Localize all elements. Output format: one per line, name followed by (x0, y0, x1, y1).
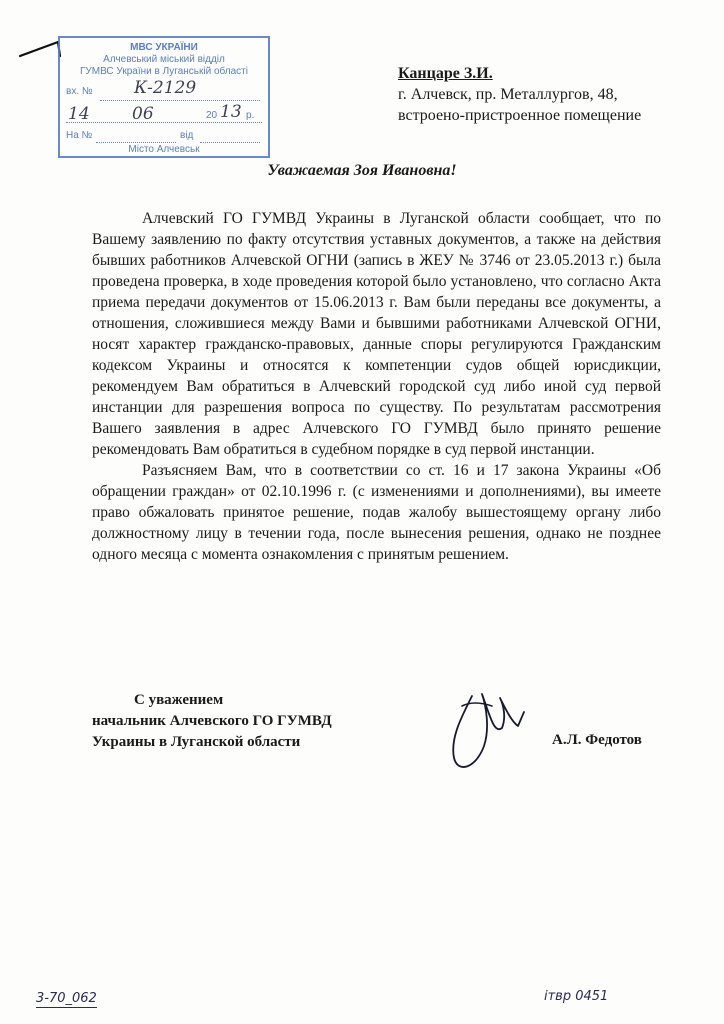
addressee-block (398, 63, 641, 126)
addressee-premises: встроено-пристроенное помещение (398, 107, 642, 124)
stamp-date-year: 13 (220, 102, 242, 122)
stamp-reg-number: К-2129 (134, 78, 197, 98)
stamp-city: Місто Алчевськ (128, 144, 200, 155)
stamp-ministry: МВС УКРАЇНИ (130, 42, 198, 53)
stamp-on-line (96, 142, 176, 143)
stamp-date-day: 14 (68, 104, 90, 124)
stamp-reg-label: вх. № (66, 86, 93, 97)
stamp-from-label: від (180, 130, 194, 141)
addressee-name: Канцаре З.И. (398, 65, 493, 82)
body-paragraph-1: Алчевский ГО ГУМВД Украины в Луганской области сообщает, что по Вашему заявлению по факту отсутствия уставных документов, а также на действия бывших работников Алчевской ОГНИ (запись в ЖЕУ № 3746 от 23.05.2013 г.) была проведена проверка, в ходе проведения которой было установлено, что согласно Акта приема передачи документов от 15.06.2013 г. Вам были переданы все документы, а отношения, сложившиеся между Вами и бывшими работниками Алчевской ОГНИ, носят характер гражданско-правовых, данные споры регулируются Гражданским кодексом Украины и относятся к компетенции судов общей юрисдикции, рекомендуем Вам обратиться в Алчевский городской суд либо иной суд первой инстанции для разрешения вопроса по существу. По результатам рассмотрения Вашего заявления в адрес Алчевского ГО ГУМВД было принято решение рекомендовать Вам обратиться в судебном порядке в суд первой инстанции. (92, 210, 661, 458)
stamp-from-line (200, 142, 260, 143)
stamp-date-line (66, 122, 262, 123)
salutation: Уважаемая Зоя Ивановна! (267, 162, 457, 179)
body-paragraph-2: Разъясняем Вам, что в соответствии со ст. 16 и 17 закона Украины «Об обращении граждан» от 02.10.1996 г. (с изменениями и дополнениями), вы имеете право обжаловать принятое решение, подав жалобу вышестоящему органу либо должностному лицу в течении года, после вынесения решения, однако не позднее одного месяца с момента ознакомления с принятым решением. (92, 462, 661, 563)
stamp-department: Алчевський міський відділ (103, 54, 225, 65)
closing-region: Украины в Луганской области (92, 734, 301, 750)
handwritten-footnote-right: ітвр 0451 (544, 989, 609, 1004)
stamp-on-label: На № (66, 130, 93, 141)
stamp-region: ГУМВС України в Луганській області (80, 66, 248, 77)
signer-name: А.Л. Федотов (552, 732, 642, 748)
addressee-address: г. Алчевск, пр. Металлургов, 48, (398, 86, 618, 103)
stamp-reg-line (100, 100, 260, 101)
closing-position: начальник Алчевского ГО ГУМВД (92, 713, 332, 729)
stamp-date-suffix: р. (246, 110, 255, 121)
handwritten-signature (432, 676, 542, 786)
registration-stamp (58, 36, 270, 158)
stamp-date-month: 06 (132, 104, 154, 124)
letter-body (92, 208, 661, 565)
stamp-date-year-prefix: 20 (206, 110, 218, 121)
handwritten-footnote-left: 3-70_062 (36, 991, 97, 1006)
closing-block (92, 690, 332, 753)
closing-regards: С уважением (134, 692, 224, 708)
